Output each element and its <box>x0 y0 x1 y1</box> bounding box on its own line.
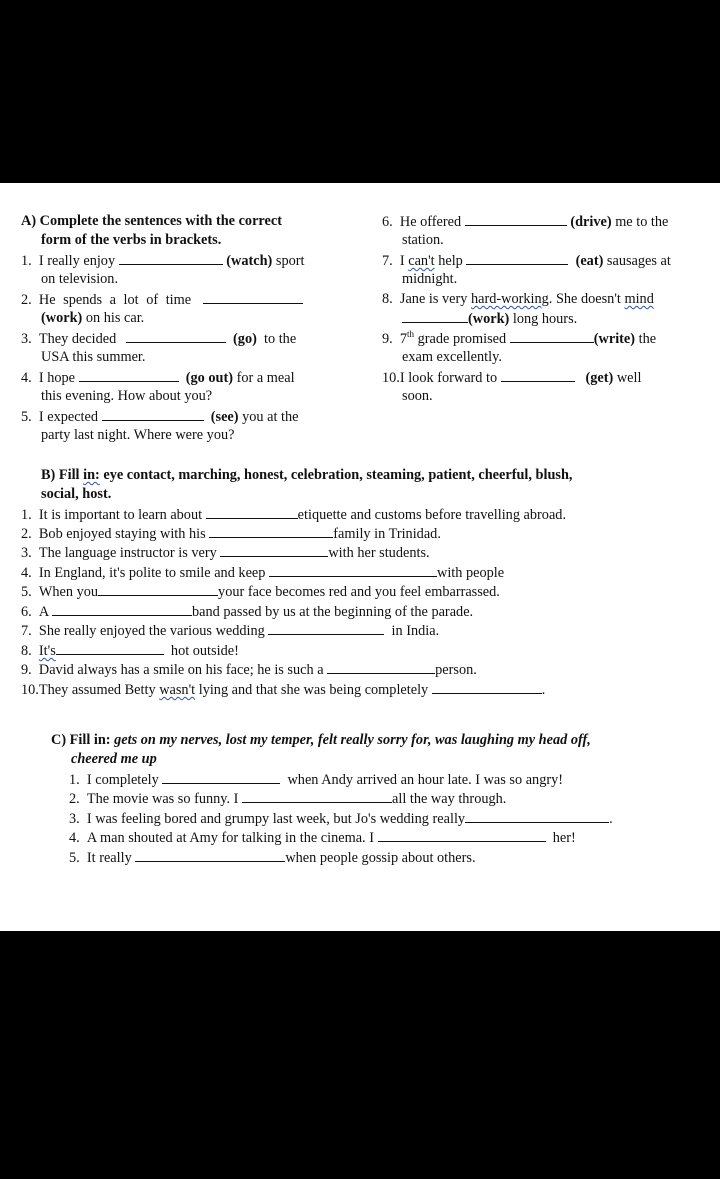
section-b-heading-cont: social, host. <box>41 486 112 502</box>
b-item-4: 4. In England, it's polite to smile and keep with people <box>21 565 505 581</box>
b-item-3: 3. The language instructor is very with her students. <box>21 545 430 561</box>
answer-blank[interactable] <box>79 368 179 382</box>
section-c-heading-cont: cheered me up <box>71 751 157 767</box>
answer-blank[interactable] <box>465 809 609 823</box>
a-item-5-cont: party last night. Where were you? <box>41 427 235 443</box>
c-item-3: 3. I was feeling bored and grumpy last week, but Jo's wedding really . <box>69 811 613 827</box>
a-item-3: 3. They decided (go) to the <box>21 331 297 347</box>
b-item-7: 7. She really enjoyed the various wedding in India. <box>21 623 440 639</box>
a-item-4: 4. I hope (go out) for a meal <box>21 370 295 386</box>
worksheet-page <box>0 183 720 931</box>
a-item-3-cont: USA this summer. <box>41 349 146 365</box>
answer-blank[interactable] <box>466 251 568 265</box>
a-item-9: 9. 7th grade promised (write) the <box>382 329 657 347</box>
a-item-2-cont: (work) on his car. <box>41 310 145 326</box>
answer-blank[interactable] <box>465 212 567 226</box>
a-item-5: 5. I expected (see) you at the <box>21 409 299 425</box>
answer-blank[interactable] <box>135 848 285 862</box>
answer-blank[interactable] <box>242 789 392 803</box>
c-item-2: 2. The movie was so funny. I all the way through. <box>69 791 507 807</box>
a-item-2: 2. He spends a lot of time <box>21 290 303 310</box>
answer-blank[interactable] <box>119 251 223 265</box>
answer-blank[interactable] <box>52 602 192 616</box>
a-item-6-cont: station. <box>402 232 444 248</box>
b-item-2: 2. Bob enjoyed staying with his family in Trinidad. <box>21 526 441 542</box>
b-item-6: 6. A band passed by us at the beginning of the parade. <box>21 604 474 620</box>
a-item-9-cont: exam excellently. <box>402 349 502 365</box>
a-item-1: 1. I really enjoy (watch) sport <box>21 253 305 269</box>
c-item-1: 1. I completely when Andy arrived an hour late. I was so angry! <box>69 772 564 788</box>
b-item-9: 9. David always has a smile on his face; he is such a person. <box>21 662 477 678</box>
b-item-1: 1. It is important to learn about etiquette and customs before travelling abroad. <box>21 507 567 523</box>
a-item-6: 6. He offered (drive) me to the <box>382 214 669 230</box>
answer-blank[interactable] <box>162 770 280 784</box>
answer-blank[interactable] <box>501 368 575 382</box>
answer-blank[interactable] <box>268 621 384 635</box>
a-item-8: 8. Jane is very hard-working. She doesn't mind <box>382 291 654 307</box>
answer-blank[interactable] <box>203 290 303 304</box>
answer-blank[interactable] <box>327 660 435 674</box>
b-item-5: 5. When you your face becomes red and you feel embarrassed. <box>21 584 500 600</box>
section-c-heading: C) Fill in: gets on my nerves, lost my temper, felt really sorry for, was laughing my head off, <box>51 732 591 748</box>
answer-blank[interactable] <box>510 329 594 343</box>
answer-blank[interactable] <box>102 407 204 421</box>
a-item-10-cont: soon. <box>402 388 433 404</box>
answer-blank[interactable] <box>209 524 333 538</box>
section-a-heading-cont: form of the verbs in brackets. <box>41 232 222 248</box>
b-item-10: 10.They assumed Betty wasn't lying and that she was being completely . <box>21 682 546 698</box>
c-item-4: 4. A man shouted at Amy for talking in the cinema. I her! <box>69 830 576 846</box>
a-item-4-cont: this evening. How about you? <box>41 388 213 404</box>
a-item-7: 7. I can't help (eat) sausages at <box>382 253 671 269</box>
answer-blank[interactable] <box>220 543 328 557</box>
answer-blank[interactable] <box>402 309 468 323</box>
answer-blank[interactable] <box>126 329 226 343</box>
answer-blank[interactable] <box>269 563 437 577</box>
a-item-7-cont: midnight. <box>402 271 458 287</box>
a-item-10: 10.I look forward to (get) well <box>382 370 642 386</box>
a-item-8-cont: (work) long hours. <box>402 309 577 329</box>
answer-blank[interactable] <box>378 828 546 842</box>
a-item-1-cont: on television. <box>41 271 119 287</box>
section-a-heading: A) Complete the sentences with the correct <box>21 213 282 229</box>
answer-blank[interactable] <box>56 641 164 655</box>
c-item-5: 5. It really when people gossip about others. <box>69 850 476 866</box>
answer-blank[interactable] <box>206 505 298 519</box>
b-item-8: 8. It's hot outside! <box>21 643 239 659</box>
answer-blank[interactable] <box>98 582 218 596</box>
answer-blank[interactable] <box>432 680 542 694</box>
section-b-heading: B) Fill in: eye contact, marching, honest, celebration, steaming, patient, cheerful, blush, <box>41 467 573 483</box>
